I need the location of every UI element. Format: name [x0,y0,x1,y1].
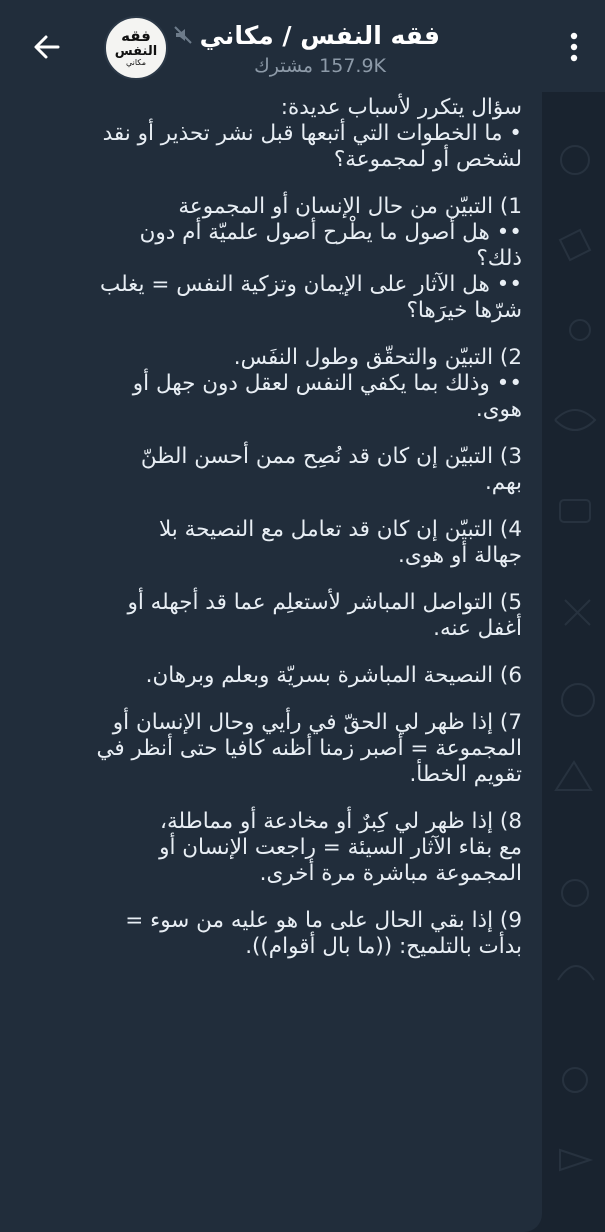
message-line: • ما الخطوات التي أتبعها قبل نشر تحذير أو نقد [102,121,522,146]
paragraph-step-1 [6,194,522,324]
message-line: 6) النصيحة المباشرة بسريّة وبعلم وبرهان. [145,663,522,688]
message-line: لشخص أو لمجموعة؟ [333,147,522,172]
paragraph-step-6 [6,663,522,689]
message-line: •• وذلك بما يكفي النفس لعقل دون جهل أو [132,371,522,396]
message-line: •• هل الآثار على الإيمان وتزكية النفس = يغلب [99,272,522,297]
paragraph-step-5 [6,590,522,642]
vertical-dots-icon [570,32,578,62]
muted-speaker-icon [174,25,192,45]
paragraph-step-9 [6,908,522,960]
avatar-text-line2: النفس [114,44,158,59]
message-line: •• هل أصول ما يطْرح أصول علميّة أم دون [139,220,522,245]
more-options-button[interactable] [556,24,592,70]
paragraph-step-8 [6,809,522,887]
back-button[interactable] [22,22,72,72]
message-line: سؤال يتكرر لأسباب عديدة: [280,95,522,120]
message-line: 5) التواصل المباشر لأستعلِم عما قد أجهله أو [127,590,522,615]
message-line: تقويم الخطأ. [409,762,522,787]
message-line: شرّها خيرَها؟ [406,298,522,323]
message-line: أغفل عنه. [433,616,522,641]
message-line: المجموعة = أصبر زمنا أظنه كافيا حتى أنظر في [96,736,522,761]
message-line: هوى. [475,397,522,422]
message-line: ذلك؟ [476,246,522,271]
paragraph-intro [6,95,522,173]
subscriber-count: 157.9K مشترك [254,55,386,77]
channel-avatar[interactable] [104,16,168,80]
avatar-text-line1: فقه [121,27,151,45]
message-line: جهالة أو هوى. [398,543,522,568]
paragraph-step-2 [6,345,522,423]
chat-header [0,0,605,92]
message-bubble[interactable] [0,92,542,1232]
message-line: 3) التبيّن إن كان قد نُصِح ممن أحسن الظنّ [140,444,522,469]
channel-title-row[interactable] [180,17,440,53]
channel-title: فقه النفس / مكاني [199,20,440,50]
paragraph-step-3 [6,444,522,496]
message-line: بهم. [484,470,522,495]
message-line: مع بقاء الآثار السيئة = راجعت الإنسان أو [159,835,522,860]
message-line: 2) التبيّن والتحقّق وطول النفَس. [233,345,522,370]
paragraph-step-4 [6,517,522,569]
message-text [6,95,522,981]
paragraph-step-7 [6,710,522,788]
message-line: المجموعة مباشرة مرة أخرى. [259,861,522,886]
avatar-text-line3: مكاني [125,58,147,67]
arrow-left-icon [32,32,62,62]
message-line: 4) التبيّن إن كان قد تعامل مع النصيحة بلا [158,517,522,542]
message-line: 8) إذا ظهر لي كِبرٌ أو مخادعة أو مماطلة، [160,809,522,834]
message-line: 9) إذا بقي الحال على ما هو عليه من سوء = [125,908,522,933]
message-line: 7) إذا ظهر لي الحقّ في رأيي وحال الإنسان أو [112,710,522,735]
message-line: 1) التبيّن من حال الإنسان أو المجموعة [178,194,522,219]
message-line: بدأت بالتلميح: ((ما بال أقوام)). [245,934,522,959]
